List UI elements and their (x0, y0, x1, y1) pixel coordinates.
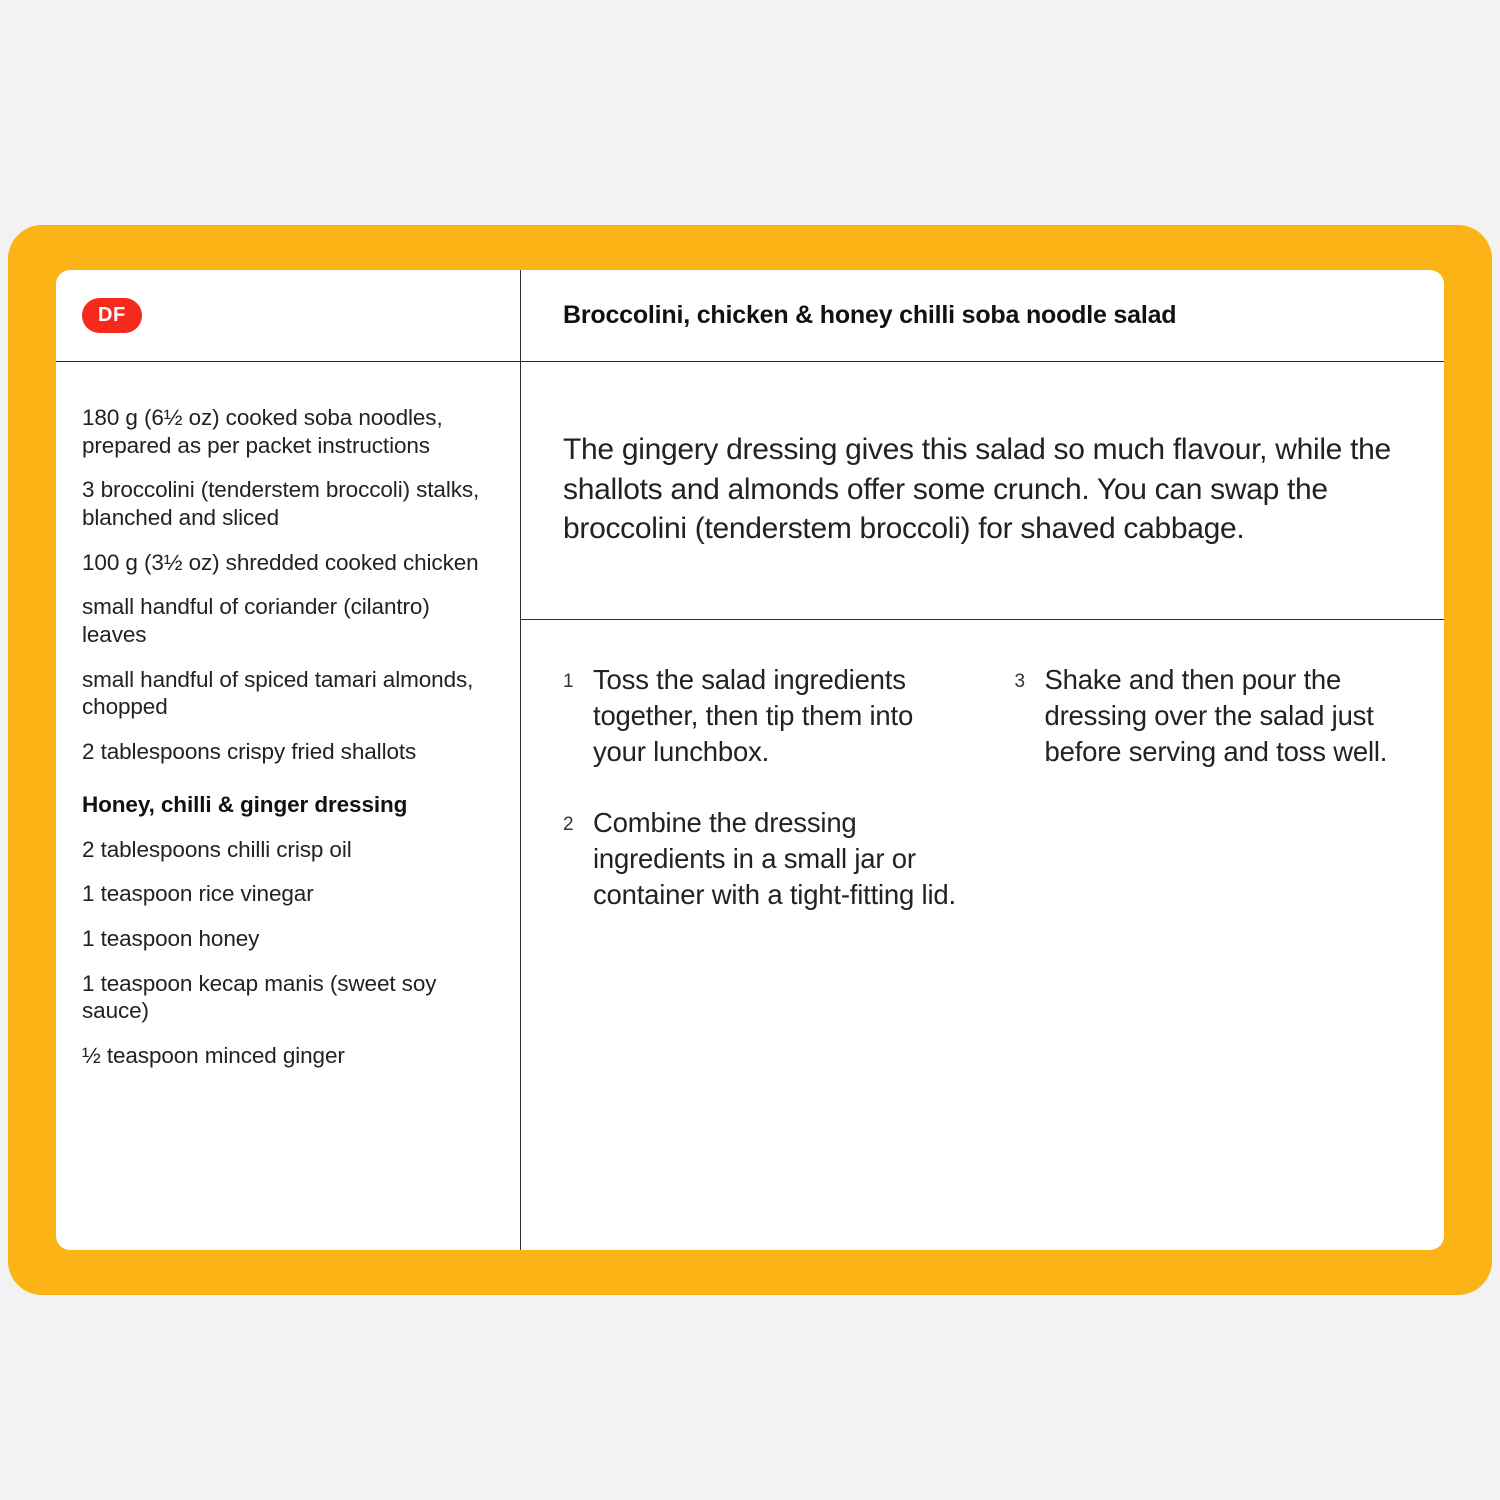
step-item (1015, 662, 1415, 771)
step-item (563, 805, 963, 914)
page-title: Broccolini, chicken & honey chilli soba noodle salad (563, 301, 1177, 329)
dietary-badge: DF (82, 298, 142, 333)
list-item: ½ teaspoon minced ginger (82, 1043, 345, 1069)
list-item: 2 tablespoons chilli crisp oil (82, 836, 352, 862)
recipe-card (8, 225, 1492, 1295)
list-item: 1 teaspoon honey (82, 926, 260, 952)
step-item (563, 662, 963, 771)
list-item: 180 g (6½ oz) cooked soba noodles, prepared as per packet instructions (82, 405, 443, 458)
step-number: 1 (563, 670, 574, 692)
list-item: 2 tablespoons crispy fried shallots (82, 739, 417, 765)
step-text: Toss the salad ingredients together, then tip them into your lunchbox. (593, 663, 914, 768)
step-text: Shake and then pour the dressing over the salad just before serving and toss well. (1044, 663, 1388, 768)
recipe-card-inner (56, 270, 1444, 1250)
steps-column-left (563, 662, 963, 948)
intro-row (521, 362, 1444, 620)
ingredients-column (56, 270, 521, 1250)
ingredients-list (56, 362, 520, 1087)
method-column (521, 270, 1444, 1250)
intro-text: The gingery dressing gives this salad so much flavour, while the shallots and almonds offer some crunch. You can swap the broccolini (tenderstem broccoli) for shaved cabbage. (563, 433, 1391, 546)
list-item: 1 teaspoon rice vinegar (82, 881, 314, 907)
step-number: 2 (563, 813, 574, 835)
title-row (521, 270, 1444, 362)
steps-column-right (1015, 662, 1415, 948)
list-item: 100 g (3½ oz) shredded cooked chicken (82, 549, 479, 575)
step-text: Combine the dressing ingredients in a small jar or container with a tight-fitting lid. (593, 806, 956, 911)
list-item: small handful of coriander (cilantro) leaves (82, 594, 430, 648)
badge-row (56, 270, 520, 362)
list-item: 1 teaspoon kecap manis (sweet soy sauce) (82, 970, 437, 1024)
list-item: 3 broccolini (tenderstem broccoli) stalks, blanched and sliced (82, 477, 480, 531)
step-number: 3 (1014, 670, 1026, 692)
dressing-heading: Honey, chilli & ginger dressing (82, 791, 408, 817)
steps-row (521, 620, 1444, 948)
list-item: small handful of spiced tamari almonds, chopped (82, 666, 474, 720)
